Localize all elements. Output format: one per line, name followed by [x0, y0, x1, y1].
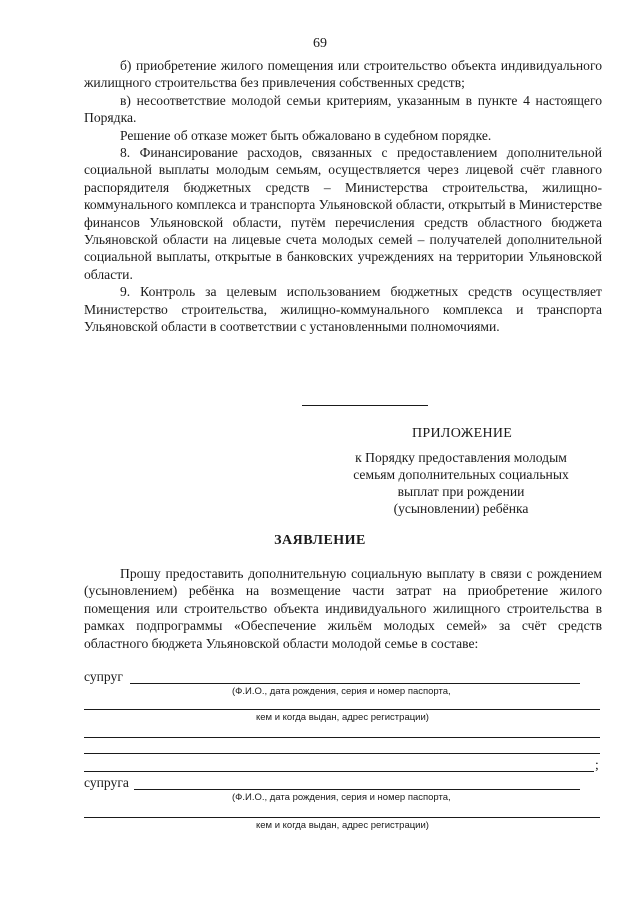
- semicolon: ;: [595, 757, 599, 772]
- section-divider: [302, 405, 428, 406]
- paragraph-v: в) несоответствие молодой семьи критериям, указанным в пункте 4 настоящего Порядка.: [84, 92, 602, 126]
- form-field-line[interactable]: [84, 771, 594, 772]
- form-field-line[interactable]: [84, 753, 600, 754]
- statement-text: [84, 565, 602, 652]
- appendix-title: ПРИЛОЖЕНИЕ: [412, 426, 513, 441]
- appendix-line: (усыновлении) ребёнка: [393, 501, 529, 516]
- form-field-line[interactable]: [84, 817, 600, 818]
- spouse-husband-label: супруг: [84, 669, 123, 684]
- caption-issued: кем и когда выдан, адрес регистрации): [256, 712, 429, 723]
- statement-title: ЗАЯВЛЕНИЕ: [274, 533, 366, 548]
- appendix-line: семьям дополнительных социальных: [353, 467, 569, 482]
- caption-fio: (Ф.И.О., дата рождения, серия и номер паспорта,: [232, 792, 451, 803]
- body-text: [84, 57, 602, 336]
- form-field-line[interactable]: [84, 737, 600, 738]
- appendix-line: к Порядку предоставления молодым: [355, 450, 567, 465]
- form-field-line[interactable]: [84, 709, 600, 710]
- page-number: 69: [313, 36, 327, 51]
- paragraph-appeal: Решение об отказе может быть обжаловано в судебном порядке.: [120, 127, 492, 143]
- paragraph-8: 8. Финансирование расходов, связанных с предоставлением дополнительной социальной выплаты молодым семьям, осуществляется через лицевой счёт главного распорядителя бюджетных средств – Министерства строительства, жилищно-коммунального комплекса и транспорта Ульяновской области, открытый в Министерстве финансов Ульяновской области, путём перечисления средств областного бюджета Ульяновской области на лицевые счета молодых семей – получателей дополнительной социальной выплаты, открытые в банковских учреждениях на территории Ульяновской области.: [84, 145, 602, 282]
- spouse-wife-label: супруга: [84, 775, 129, 790]
- spouse-wife-field-line[interactable]: [134, 789, 580, 790]
- spouse-husband-field-line[interactable]: [130, 683, 580, 684]
- caption-issued: кем и когда выдан, адрес регистрации): [256, 820, 429, 831]
- paragraph-9: 9. Контроль за целевым использованием бюджетных средств осуществляет Министерство строительства, жилищно-коммунального комплекса и транспорта Ульяновской области в соответствии с установленными полномочиями.: [84, 284, 602, 335]
- statement-paragraph: Прошу предоставить дополнительную социальную выплату в связи с рождением (усыновлением) ребёнка на возмещение части затрат на приобретение жилого помещения или строительство объекта индивидуального жилищного строительства в рамках подпрограммы «Обеспечение жильём молодых семей» за счёт средств областного бюджета Ульяновской области молодой семье в составе:: [84, 566, 602, 651]
- paragraph-b: б) приобретение жилого помещения или строительство объекта индивидуального жилищного строительства без привлечения собственных средств;: [84, 58, 602, 91]
- appendix-subtitle: [322, 449, 600, 517]
- appendix-line: выплат при рождении: [397, 484, 525, 499]
- caption-fio: (Ф.И.О., дата рождения, серия и номер паспорта,: [232, 686, 451, 697]
